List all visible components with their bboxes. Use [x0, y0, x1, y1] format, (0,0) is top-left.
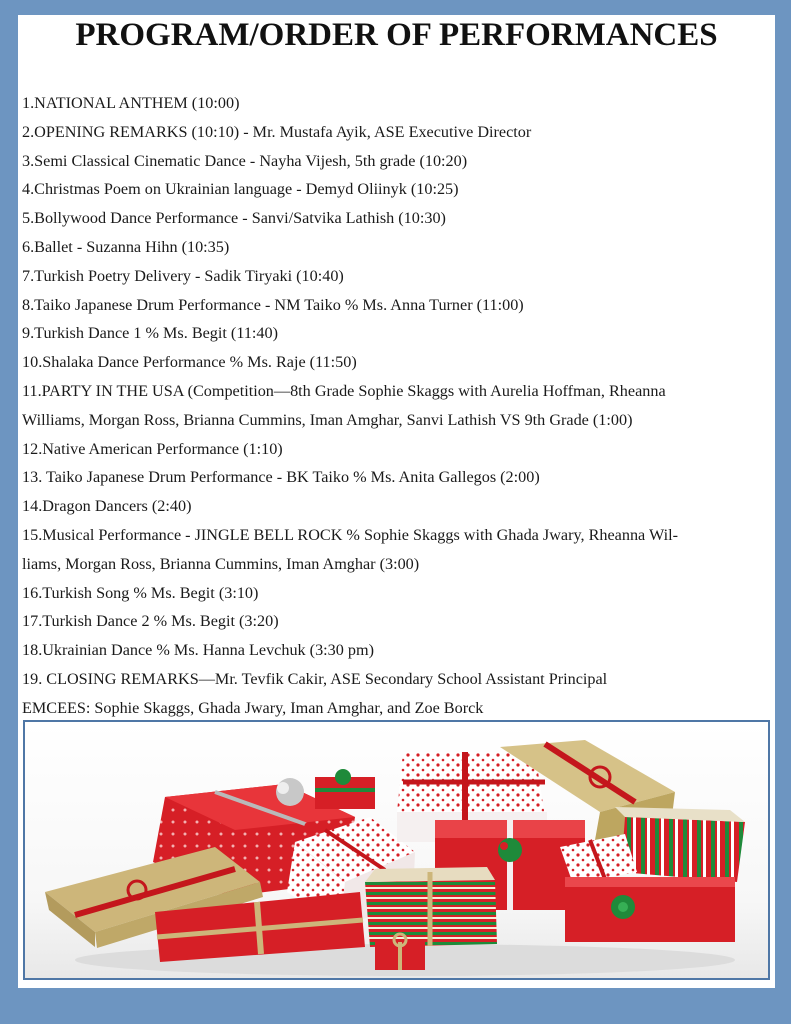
program-line-11a: 11.PARTY IN THE USA (Competition—8th Grade Sophie Skaggs with Aurelia Hoffman, Rheanna [22, 381, 666, 400]
program-line-7: 7.Turkish Poetry Delivery - Sadik Tiryaki (10:40) [22, 266, 344, 285]
gift-pile-illustration [25, 722, 768, 978]
emcees-line: EMCEES: Sophie Skaggs, Ghada Jwary, Iman Amghar, and Zoe Borck [22, 698, 484, 717]
program-line-6: 6.Ballet - Suzanna Hihn (10:35) [22, 237, 230, 256]
program-line-14: 14.Dragon Dancers (2:40) [22, 497, 192, 516]
green-bow-icon [315, 769, 375, 809]
program-line-2: 2.OPENING REMARKS (10:10) - Mr. Mustafa Ayik, ASE Executive Director [22, 122, 532, 141]
program-page [18, 15, 775, 988]
program-line-4: 4.Christmas Poem on Ukrainian language - Demyd Oliinyk (10:25) [22, 180, 459, 199]
program-line-13: 13. Taiko Japanese Drum Performance - BK Taiko % Ms. Anita Gallegos (2:00) [22, 468, 540, 487]
program-line-5: 5.Bollywood Dance Performance - Sanvi/Satvika Lathish (10:30) [22, 209, 446, 228]
program-line-1: 1.NATIONAL ANTHEM (10:00) [22, 94, 240, 112]
program-line-12: 12.Native American Performance (1:10) [22, 439, 283, 458]
gift-striped-bottom-center [365, 867, 497, 947]
program-line-3: 3.Semi Classical Cinematic Dance - Nayha Vijesh, 5th grade (10:20) [22, 151, 468, 170]
program-line-18: 18.Ukrainian Dance % Ms. Hanna Levchuk (3:30 pm) [22, 641, 374, 660]
program-line-15b: liams, Morgan Ross, Brianna Cummins, Iman Amghar (3:00) [22, 554, 420, 573]
page-title: PROGRAM/ORDER OF PERFORMANCES [75, 17, 718, 53]
gifts-photo [23, 720, 770, 980]
silver-bow-icon [276, 778, 304, 806]
program-line-8: 8.Taiko Japanese Drum Performance - NM Taiko % Ms. Anna Turner (11:00) [22, 295, 524, 314]
program-line-19: 19. CLOSING REMARKS—Mr. Tevfik Cakir, ASE Secondary School Assistant Principal [22, 669, 608, 688]
program-line-10: 10.Shalaka Dance Performance % Ms. Raje (11:50) [22, 353, 357, 372]
program-line-16: 16.Turkish Song % Ms. Begit (3:10) [22, 583, 259, 602]
program-line-15a: 15.Musical Performance - JINGLE BELL ROCK % Sophie Skaggs with Ghada Jwary, Rheanna Wil- [22, 525, 679, 544]
gift-red-bottom-right [565, 877, 735, 942]
program-list [22, 89, 772, 723]
program-line-11b: Williams, Morgan Ross, Brianna Cummins, Iman Amghar, Sanvi Lathish VS 9th Grade (1:00) [22, 410, 633, 429]
program-line-9: 9.Turkish Dance 1 % Ms. Begit (11:40) [22, 324, 278, 343]
program-line-17: 17.Turkish Dance 2 % Ms. Begit (3:20) [22, 612, 279, 631]
